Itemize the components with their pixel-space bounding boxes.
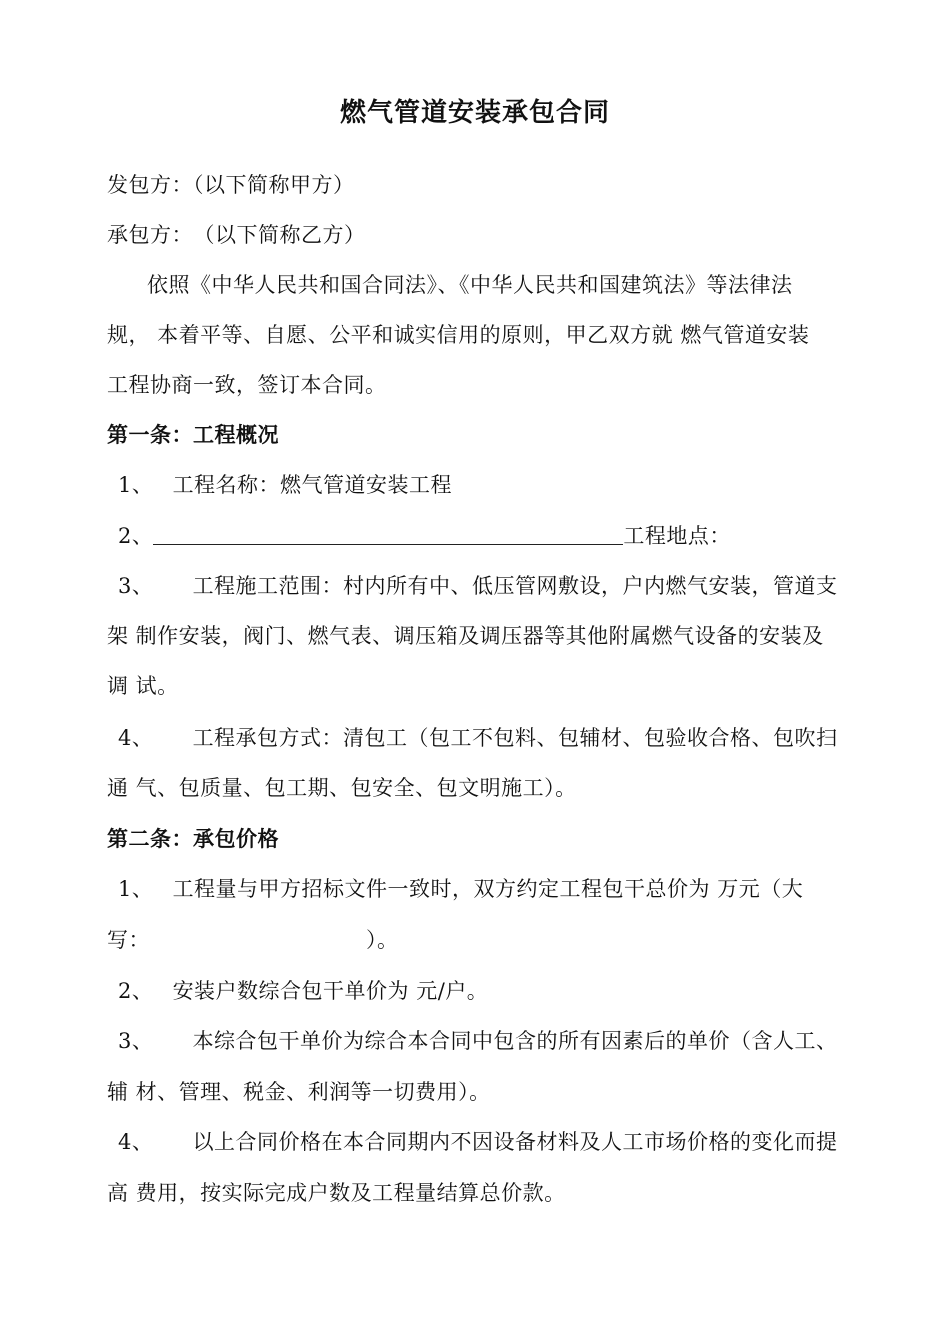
item-number: 4、 bbox=[118, 1130, 154, 1154]
item-number: 2、 bbox=[118, 979, 154, 1003]
article-2-item-4-line-2: 高 费用，按实际完成户数及工程量结算总价款。 bbox=[107, 1181, 566, 1205]
preamble-line-3: 工程协商一致，签订本合同。 bbox=[107, 373, 387, 397]
item-text: 工程地点： bbox=[623, 524, 731, 548]
blank-underline bbox=[153, 524, 623, 545]
item-text: 工程施工范围：村内所有中、低压管网敷设，户内燃气安装，管道支 bbox=[192, 574, 838, 598]
item-number: 2、 bbox=[118, 524, 154, 548]
item-number: 3、 bbox=[118, 1029, 154, 1053]
article-1-item-4-line-1 bbox=[118, 723, 838, 753]
article-1-item-4-line-2: 通 气、包质量、包工期、包安全、包文明施工）。 bbox=[107, 776, 577, 800]
item-text: 工程量与甲方招标文件一致时，双方约定工程包干总价为 万元（大 bbox=[172, 877, 804, 901]
item-number: 3、 bbox=[118, 574, 154, 598]
item-text: 安装户数综合包干单价为 元/户。 bbox=[172, 979, 489, 1003]
item-text: 本综合包干单价为综合本合同中包含的所有因素后的单价（含人工、 bbox=[192, 1029, 838, 1053]
item-text: 以上合同价格在本合同期内不因设备材料及人工市场价格的变化而提 bbox=[192, 1130, 838, 1154]
article-2-item-4-line-1 bbox=[118, 1127, 838, 1157]
article-1-item-3-line-1 bbox=[118, 571, 838, 601]
party-a-line: 发包方：（以下简称甲方） bbox=[107, 173, 355, 197]
article-2-heading: 第二条：承包价格 bbox=[107, 827, 279, 851]
item-number: 4、 bbox=[118, 726, 154, 750]
item-end: ）。 bbox=[366, 928, 399, 952]
preamble-line-1: 依照《中华人民共和国合同法》、《中华人民共和国建筑法》等法律法 bbox=[147, 273, 793, 297]
item-text: 工程名称：燃气管道安装工程 bbox=[172, 473, 453, 497]
article-1-heading: 第一条：工程概况 bbox=[107, 423, 279, 447]
preamble-line-2: 规， 本着平等、自愿、公平和诚实信用的原则，甲乙双方就 燃气管道安装 bbox=[107, 323, 810, 347]
article-1-item-3-line-2: 架 制作安装，阀门、燃气表、调压箱及调压器等其他附属燃气设备的安装及 bbox=[107, 624, 824, 648]
item-number: 1、 bbox=[118, 877, 154, 901]
party-b-line: 承包方： （以下简称乙方） bbox=[107, 223, 366, 247]
item-number: 1、 bbox=[118, 473, 154, 497]
article-2-item-2 bbox=[118, 976, 488, 1006]
item-label: 写： bbox=[107, 928, 150, 952]
article-2-item-3-line-2: 辅 材、管理、税金、利润等一切费用）。 bbox=[107, 1080, 491, 1104]
article-1-item-1 bbox=[118, 470, 452, 500]
article-2-item-3-line-1 bbox=[118, 1026, 838, 1056]
item-text: 工程承包方式：清包工（包工不包料、包辅材、包验收合格、包吹扫 bbox=[192, 726, 838, 750]
article-2-item-1-line-2 bbox=[107, 925, 399, 955]
article-1-item-2 bbox=[118, 521, 731, 551]
document-title: 燃气管道安装承包合同 bbox=[339, 98, 610, 128]
article-1-item-3-line-3: 调 试。 bbox=[107, 674, 179, 698]
article-2-item-1-line-1 bbox=[118, 874, 803, 904]
